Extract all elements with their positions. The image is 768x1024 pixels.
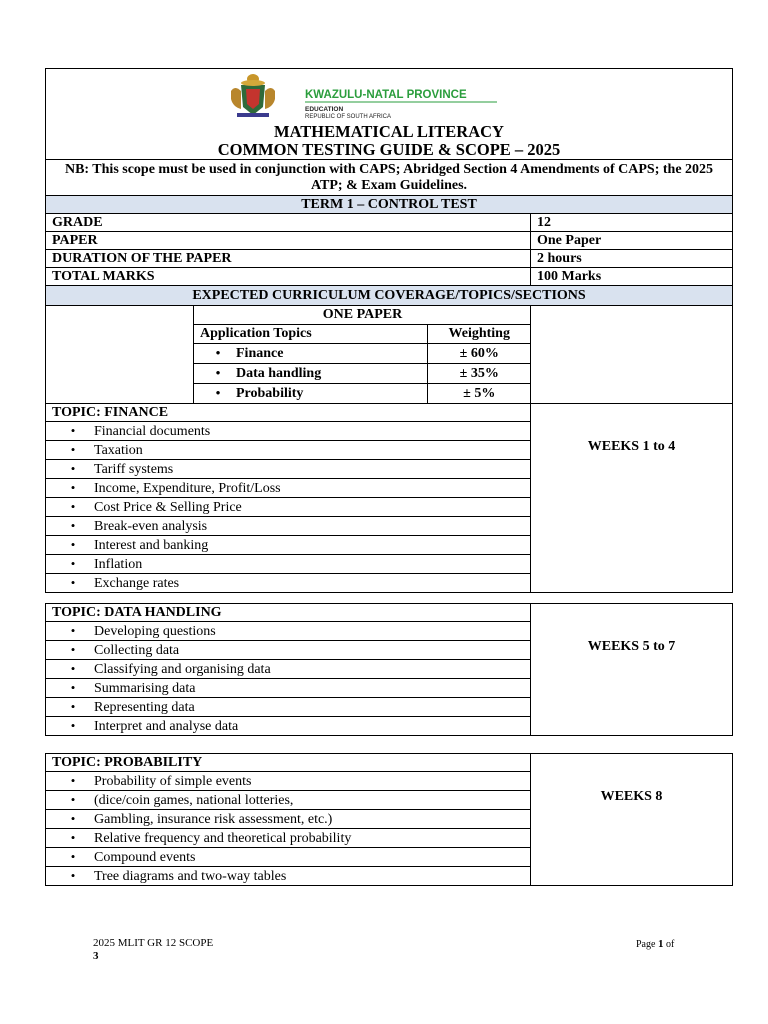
paper-topic: •Probability (194, 384, 427, 404)
footer-page-number: Page 1 of (636, 938, 675, 950)
list-item: •Break-even analysis (46, 517, 531, 536)
bullet-icon (52, 772, 94, 790)
blank-cell (46, 306, 194, 404)
bullet-icon (52, 848, 94, 866)
term-heading: TERM 1 – CONTROL TEST (46, 196, 733, 214)
kzn-education-logo (229, 71, 499, 119)
data-handling-heading: TOPIC: DATA HANDLING (46, 604, 531, 622)
bullet-icon (52, 517, 94, 535)
list-item: •Interpret and analyse data (46, 717, 531, 736)
paper-weighting-table (194, 306, 531, 403)
col-weighting-header: Weighting (427, 325, 531, 344)
list-item: •Relative frequency and theoretical probability (46, 829, 531, 848)
data-handling-weeks: WEEKS 5 to 7 (531, 604, 733, 736)
coverage-heading: EXPECTED CURRICULUM COVERAGE/TOPICS/SECTIONS (46, 286, 733, 306)
list-item: •Tariff systems (46, 460, 531, 479)
bullet-icon (52, 536, 94, 554)
list-item: •Interest and banking (46, 536, 531, 555)
finance-weeks: WEEKS 1 to 4 (531, 404, 733, 593)
paper-weight: ± 35% (427, 364, 531, 384)
list-item: •Income, Expenditure, Profit/Loss (46, 479, 531, 498)
title-line-1: MATHEMATICAL LITERACY (274, 122, 504, 141)
bullet-icon (52, 867, 94, 885)
list-item: •Gambling, insurance risk assessment, etc.) (46, 810, 531, 829)
info-label: PAPER (46, 232, 531, 250)
probability-table (45, 753, 733, 886)
info-label: DURATION OF THE PAPER (46, 250, 531, 268)
info-label: GRADE (46, 214, 531, 232)
probability-weeks: WEEKS 8 (531, 754, 733, 886)
finance-heading: TOPIC: FINANCE (46, 404, 531, 422)
title-line-2: COMMON TESTING GUIDE & SCOPE – 2025 (217, 140, 561, 159)
bullet-icon (52, 829, 94, 847)
list-item: •Compound events (46, 848, 531, 867)
list-item: •Exchange rates (46, 574, 531, 593)
list-item: •Tree diagrams and two-way tables (46, 867, 531, 886)
bullet-icon (52, 555, 94, 573)
bullet-icon (52, 479, 94, 497)
info-value: 2 hours (531, 250, 733, 268)
scope-note: NB: This scope must be used in conjunction with CAPS; Abridged Section 4 Amendments of CAPS; the 2025 ATP; & Exam Guidelines. (46, 160, 733, 196)
bullet-icon (52, 679, 94, 697)
bullet-icon (52, 460, 94, 478)
svg-text:EDUCATION: EDUCATION (305, 106, 344, 113)
data-handling-table (45, 603, 733, 736)
bullet-icon (52, 641, 94, 659)
bullet-icon (52, 574, 94, 592)
list-item: •Collecting data (46, 641, 531, 660)
info-label: TOTAL MARKS (46, 268, 531, 286)
bullet-icon (52, 498, 94, 516)
svg-text:KWAZULU-NATAL PROVINCE: KWAZULU-NATAL PROVINCE (305, 89, 467, 101)
list-item: •Taxation (46, 441, 531, 460)
list-item: •Inflation (46, 555, 531, 574)
list-item: •Probability of simple events (46, 772, 531, 791)
bullet-icon (52, 791, 94, 809)
svg-text:REPUBLIC OF SOUTH AFRICA: REPUBLIC OF SOUTH AFRICA (305, 114, 392, 119)
bullet-icon (52, 660, 94, 678)
bullet-icon (200, 364, 236, 383)
list-item: •Financial documents (46, 422, 531, 441)
info-value: One Paper (531, 232, 733, 250)
document-title (46, 123, 732, 159)
paper-weight: ± 5% (427, 384, 531, 404)
bullet-icon (200, 344, 236, 363)
bullet-icon (52, 441, 94, 459)
paper-title: ONE PAPER (194, 306, 531, 325)
scope-table (45, 68, 733, 593)
bullet-icon (52, 810, 94, 828)
probability-heading: TOPIC: PROBABILITY (46, 754, 531, 772)
bullet-icon (52, 698, 94, 716)
list-item: •Representing data (46, 698, 531, 717)
bullet-icon (52, 622, 94, 640)
list-item: •Classifying and organising data (46, 660, 531, 679)
paper-topic: •Data handling (194, 364, 427, 384)
list-item: •Cost Price & Selling Price (46, 498, 531, 517)
col-topics-header: Application Topics (194, 325, 427, 344)
coat-of-arms-icon (231, 74, 275, 117)
footer-doc-code: 2025 MLIT GR 12 SCOPE 3 (93, 937, 214, 962)
paper-table-cell (194, 306, 531, 404)
bullet-icon (52, 717, 94, 735)
list-item: •Developing questions (46, 622, 531, 641)
paper-topic: •Finance (194, 344, 427, 364)
info-value: 12 (531, 214, 733, 232)
info-value: 100 Marks (531, 268, 733, 286)
bullet-icon (52, 422, 94, 440)
blank-cell (531, 306, 733, 404)
footer-page-total: 3 (93, 950, 99, 962)
bullet-icon (200, 384, 236, 403)
header-cell (46, 69, 733, 160)
list-item: •Summarising data (46, 679, 531, 698)
list-item: •(dice/coin games, national lotteries, (46, 791, 531, 810)
paper-weight: ± 60% (427, 344, 531, 364)
